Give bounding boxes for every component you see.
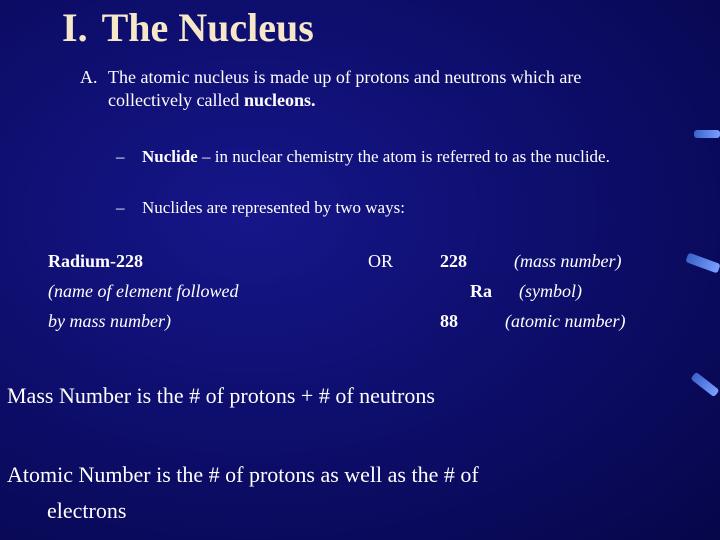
title-text: The Nucleus: [101, 5, 314, 50]
nuclide-term: Nuclide: [142, 147, 198, 166]
atomic-number-definition-line2: electrons: [47, 498, 127, 523]
point-a-text: The atomic nucleus is made up of protons and neutrons which are: [108, 67, 582, 87]
atomic-number-label: (atomic number): [505, 311, 626, 331]
symbol-label: (symbol): [519, 281, 582, 301]
nucleons-term: nucleons.: [243, 90, 316, 110]
decorative-streak: [685, 252, 720, 273]
example-note-line2: by mass number): [48, 311, 171, 331]
title-number: I.: [62, 5, 88, 50]
representation-text: Nuclides are represented by two ways:: [142, 198, 405, 217]
point-a-text-line2: collectively called: [108, 90, 244, 110]
decorative-streak: [690, 372, 719, 398]
point-a-label: A.: [80, 67, 98, 87]
atomic-number-definition-line1: Atomic Number is the # of protons as well as the # of: [7, 462, 479, 487]
example-name: Radium-228: [48, 251, 144, 271]
nuclide-text: – in nuclear chemistry the atom is referred to as the nuclide.: [197, 147, 610, 166]
mass-number-definition: Mass Number is the # of protons + # of neutrons: [7, 383, 435, 408]
sub-point-dash: –: [116, 147, 125, 166]
atomic-number-value: 88: [440, 311, 458, 331]
sub-point-dash: –: [116, 198, 125, 217]
example-note-line1: (name of element followed: [48, 281, 239, 301]
sub-point-nuclide: [116, 147, 610, 167]
point-a: [80, 66, 581, 112]
or-label: OR: [368, 251, 394, 271]
sub-point-representation: [116, 198, 405, 218]
slide-title: [62, 4, 314, 51]
mass-number-value: 228: [440, 251, 467, 271]
mass-number-label: (mass number): [514, 251, 622, 271]
decorative-streak: [694, 130, 720, 138]
element-symbol: Ra: [470, 281, 492, 301]
